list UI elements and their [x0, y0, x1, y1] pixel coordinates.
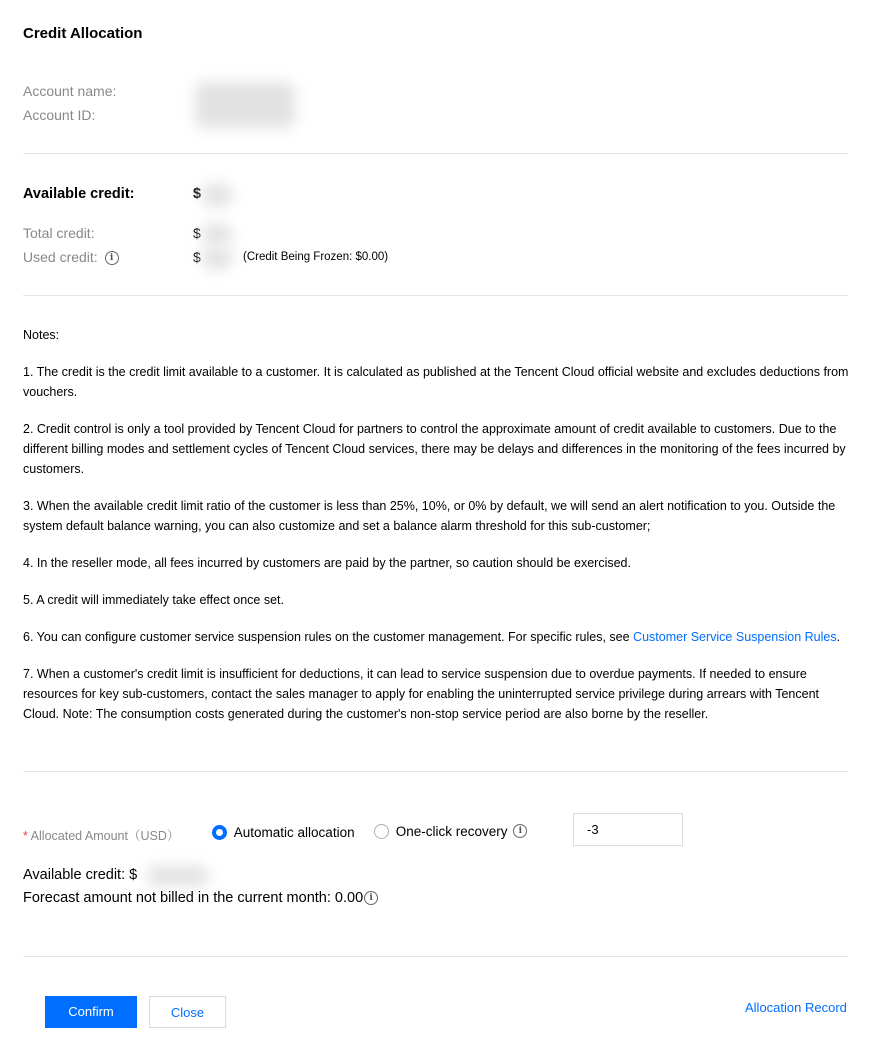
note-7: 7. When a customer's credit limit is insufficient for deductions, it can lead to service suspension due to overdue payments. If needed to ensure resources for key sub-customers, contact the sales manager to apply for enabling the uninterrupted service privilege during arrears with Tencent Cloud. Note: The consumption costs generated during the customer's non-stop service period are also borne by the reseller.: [23, 667, 820, 721]
info-icon[interactable]: i: [105, 251, 119, 265]
suspension-rules-link[interactable]: Customer Service Suspension Rules: [633, 630, 837, 644]
note-4: 4. In the reseller mode, all fees incurred by customers are paid by the partner, so caution should be exercised.: [23, 556, 631, 570]
divider: [23, 153, 848, 154]
notes-section: [23, 325, 853, 741]
frozen-credit-text: (Credit Being Frozen: $0.00): [243, 251, 389, 263]
forecast-amount-text: Forecast amount not billed in the current month: 0.00: [23, 890, 364, 906]
divider: [23, 771, 848, 772]
note-5: 5. A credit will immediately take effect once set.: [23, 593, 285, 607]
divider: [23, 956, 848, 957]
note-2: 2. Credit control is only a tool provided by Tencent Cloud for partners to control the approximate amount of credit available to customers. Due to the different billing modes and settlement cycles of Tencent Cloud services, there may be delays and differences in the monitoring of the fees incurred by customers.: [23, 422, 846, 476]
page-title: Credit Allocation: [23, 25, 143, 42]
allocated-amount-input[interactable]: -3: [573, 813, 683, 846]
used-credit-label: Used credit:: [23, 249, 98, 265]
total-credit-label: Total credit:: [23, 225, 95, 241]
account-info-redacted: [195, 82, 295, 128]
required-mark: *: [23, 829, 28, 843]
account-name-label: Account name:: [23, 83, 117, 99]
radio-unchecked-icon[interactable]: [374, 824, 389, 839]
forecast-row: [23, 890, 378, 906]
allocated-amount-field-label: [23, 826, 179, 844]
note-6: [23, 627, 853, 647]
info-icon[interactable]: i: [364, 891, 378, 905]
total-credit-currency: $: [193, 225, 201, 241]
one-click-recovery-label[interactable]: One-click recovery: [395, 823, 508, 839]
used-credit-row: [23, 249, 119, 265]
note-6-text: 6. You can configure customer service suspension rules on the customer management. For specific rules, see: [23, 630, 634, 644]
notes-heading: Notes:: [23, 328, 60, 342]
allocation-available-credit-text: Available credit: $: [23, 867, 138, 883]
radio-checked-icon[interactable]: [212, 825, 227, 840]
note-6-suffix: .: [836, 630, 841, 644]
used-credit-currency: $: [193, 249, 201, 265]
account-id-label: Account ID:: [23, 107, 96, 123]
available-credit-label: Available credit:: [23, 186, 135, 202]
used-credit-redacted: [202, 247, 232, 269]
info-icon[interactable]: i: [513, 824, 527, 838]
automatic-allocation-label[interactable]: Automatic allocation: [233, 824, 355, 840]
available-credit-currency: $: [193, 186, 202, 202]
available-credit-redacted: [202, 184, 232, 206]
close-button[interactable]: Close: [149, 996, 226, 1028]
note-3: 3. When the available credit limit ratio of the customer is less than 25%, 10%, or 0% by default, we will send an alert notification to you. Outside the system default balance warning, you can also customize and set a balance alarm threshold for this sub-customer;: [23, 499, 836, 533]
radio-one-click-recovery[interactable]: [374, 823, 527, 839]
confirm-button[interactable]: Confirm: [45, 996, 137, 1028]
note-1: 1. The credit is the credit limit available to a customer. It is calculated as published at the Tencent Cloud official website and excludes deductions from vouchers.: [23, 365, 849, 399]
allocation-record-link[interactable]: Allocation Record: [745, 1000, 847, 1015]
divider: [23, 295, 848, 296]
radio-automatic-allocation[interactable]: [212, 824, 355, 840]
allocation-available-redacted: [148, 866, 208, 886]
allocated-amount-label: Allocated Amount（USD）: [30, 829, 180, 843]
total-credit-redacted: [202, 224, 232, 244]
